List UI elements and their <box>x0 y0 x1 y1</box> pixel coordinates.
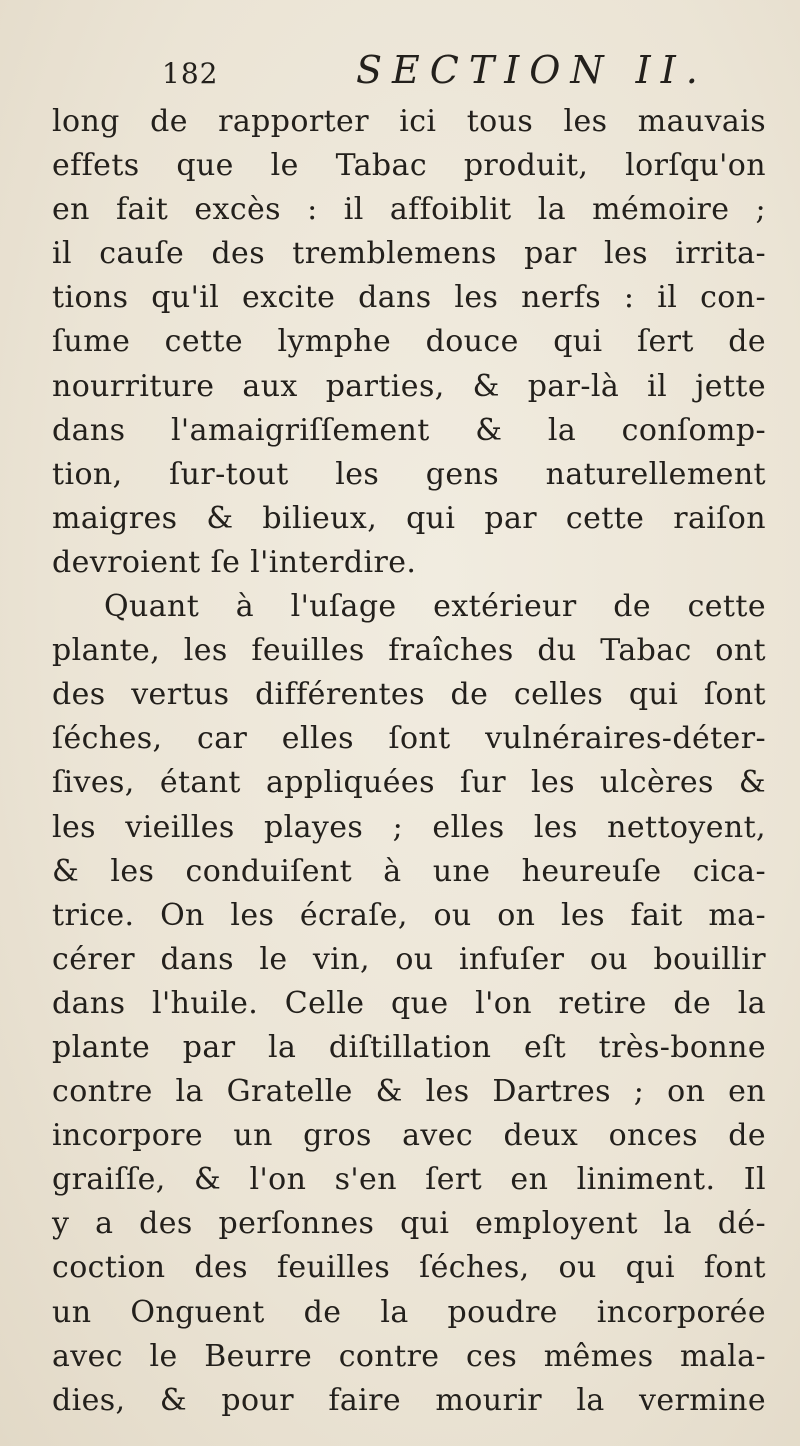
text-line: plante par la diſtillation eſt très-bonne <box>52 1029 766 1065</box>
text-line: il cauſe des tremblemens par les irrita- <box>52 236 766 272</box>
text-line: avec le Beurre contre ces mêmes mala- <box>52 1338 766 1374</box>
text-line: incorpore un gros avec deux onces de <box>52 1118 766 1154</box>
text-line: contre la Gratelle & les Dartres ; on en <box>52 1074 766 1110</box>
text-line: dans l'huile. Celle que l'on retire de la <box>52 985 766 1021</box>
body-text <box>52 100 766 1423</box>
text-line: des vertus différentes de celles qui ſont <box>52 677 766 713</box>
text-line: les vieilles playes ; elles les nettoyent, <box>52 809 766 845</box>
text-line: ſives, étant appliquées ſur les ulcères & <box>52 765 766 801</box>
text-line: trice. On les écraſe, ou on les fait ma- <box>52 897 766 933</box>
text-line: nourriture aux parties, & par-là il jette <box>52 368 766 404</box>
text-line: effets que le Tabac produit, lorſqu'on <box>52 148 766 184</box>
text-line: & les conduiſent à une heureuſe cica- <box>52 853 766 889</box>
text-line: plante, les feuilles fraîches du Tabac ont <box>52 633 766 669</box>
text-line: y a des perſonnes qui employent la dé- <box>52 1206 766 1242</box>
text-line: ſéches, car elles ſont vulnéraires-déter- <box>52 721 766 757</box>
paragraph-start-line: Quant à l'uſage extérieur de cette <box>104 589 766 625</box>
text-line: coction des feuilles ſéches, ou qui font <box>52 1250 766 1286</box>
text-line: long de rapporter ici tous les mauvais <box>52 104 766 139</box>
text-line: en fait excès : il affoiblit la mémoire ; <box>52 192 766 228</box>
text-line: tions qu'il excite dans les nerfs : il con- <box>52 280 766 316</box>
text-line: graiſſe, & l'on s'en ſert en liniment. Il <box>52 1162 766 1198</box>
running-head: SECTION II. <box>356 48 708 92</box>
text-line: dies, & pour faire mourir la vermine <box>52 1382 766 1418</box>
text-line: maigres & bilieux, qui par cette raiſon <box>52 500 766 536</box>
page-number: 182 <box>162 57 219 90</box>
paragraph-end-line: devroient ſe l'interdire. <box>52 544 417 580</box>
text-line: un Onguent de la poudre incorporée <box>52 1294 766 1330</box>
text-line: cérer dans le vin, ou infuſer ou bouillir <box>52 941 766 977</box>
page-header <box>52 48 766 96</box>
text-line: ſume cette lymphe douce qui ſert de <box>52 324 766 360</box>
text-line: dans l'amaigriſſement & la conſomp- <box>52 412 766 448</box>
text-line: tion, ſur-tout les gens naturellement <box>52 456 766 492</box>
